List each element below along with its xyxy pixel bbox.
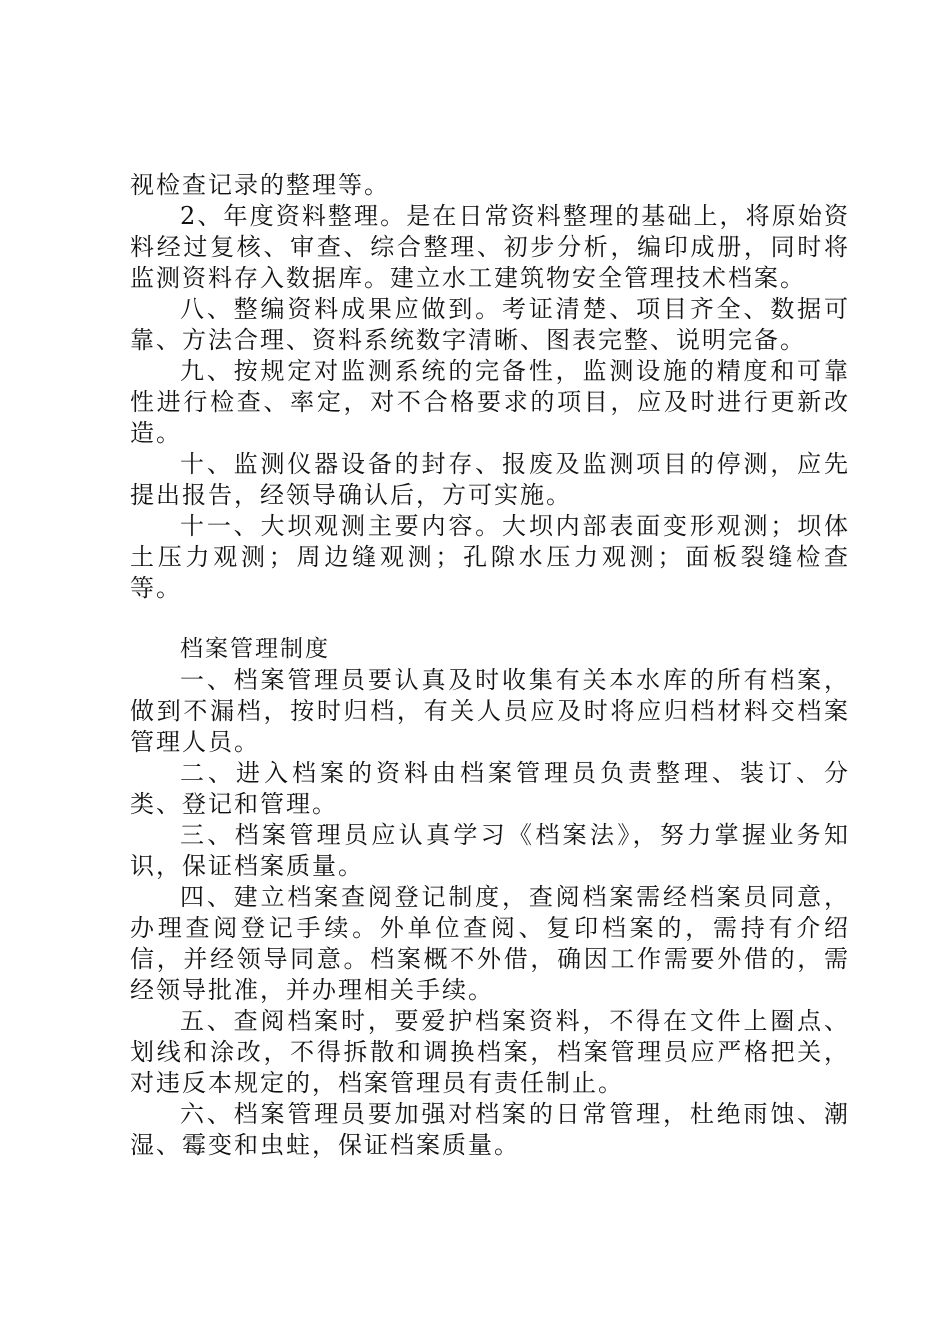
paragraph-item-11: 十一、大坝观测主要内容。大坝内部表面变形观测；坝体土压力观测；周边缝观测；孔隙水压力观测；面板裂缝检查等。 [130, 512, 850, 602]
rule-item-4: 四、建立档案查阅登记制度，查阅档案需经档案员同意，办理查阅登记手续。外单位查阅、复印档案的，需持有介绍信，并经领导同意。档案概不外借，确因工作需要外借的，需经领导批准，并办理相关手续。 [130, 883, 850, 1004]
document-body [130, 170, 850, 1161]
rule-item-2: 二、进入档案的资料由档案管理员负责整理、装订、分类、登记和管理。 [130, 759, 850, 818]
rule-item-1: 一、档案管理员要认真及时收集有关本水库的所有档案，做到不漏档，按时归档，有关人员应及时将应归档材料交档案管理人员。 [130, 666, 850, 756]
paragraph-item-10: 十、监测仪器设备的封存、报废及监测项目的停测，应先提出报告，经领导确认后，方可实施。 [130, 450, 850, 509]
paragraph-item-9: 九、按规定对监测系统的完备性，监测设施的精度和可靠性进行检查、率定，对不合格要求的项目，应及时进行更新改造。 [130, 357, 850, 447]
paragraph-annual-data: 2、年度资料整理。是在日常资料整理的基础上，将原始资料经过复核、审查、综合整理、初步分析，编印成册，同时将监测资料存入数据库。建立水工建筑物安全管理技术档案。 [130, 202, 850, 292]
rule-item-5: 五、查阅档案时，要爱护档案资料，不得在文件上圈点、划线和涂改，不得拆散和调换档案，档案管理员应严格把关，对违反本规定的，档案管理员有责任制止。 [130, 1007, 850, 1097]
section-title: 档案管理制度 [180, 636, 330, 662]
paragraph-item-8: 八、整编资料成果应做到。考证清楚、项目齐全、数据可靠、方法合理、资料系统数字清晰、图表完整、说明完备。 [130, 295, 850, 354]
section-gap [130, 604, 850, 634]
paragraph-continuation: 视检查记录的整理等。 [130, 171, 390, 199]
rule-item-6: 六、档案管理员要加强对档案的日常管理，杜绝雨蚀、潮湿、霉变和虫蛀，保证档案质量。 [130, 1100, 850, 1159]
rule-item-3: 三、档案管理员应认真学习《档案法》，努力掌握业务知识，保证档案质量。 [130, 821, 850, 880]
